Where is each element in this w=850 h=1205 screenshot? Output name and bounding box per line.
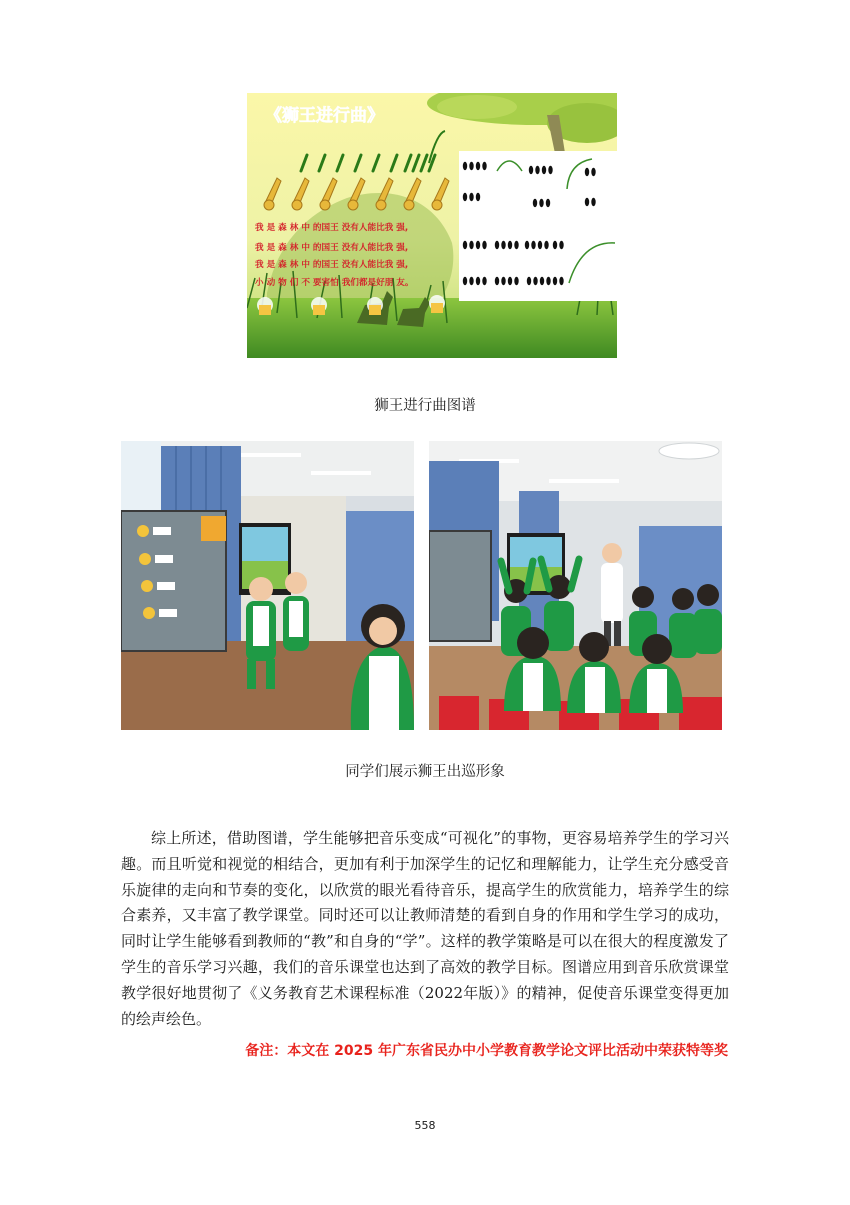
- figure-caption-score: 狮王进行曲图谱: [374, 398, 476, 414]
- page-number: 558: [414, 1119, 436, 1132]
- classroom-photo-right: [429, 441, 722, 730]
- classroom-photo-left: [121, 441, 414, 730]
- body-paragraph: 综上所述，借助图谱，学生能够把音乐变成“可视化”的事物，更容易培养学生的学习兴趣。而且听觉和视觉的相结合，更加有利于加深学生的记忆和理解能力，让学生充分感受音乐旋律的走向和节奏的变化，以欣赏的眼光看待音乐，提高学生的欣赏能力，培养学生的综合素养，又丰富了教学课堂。同时还可以让教师清楚的看到自身的作用和学生学习的成功，同时让学生能够看到教师的“教”和自身的“学”。这样的教学策略是可以在很大的程度激发了学生的音乐学习兴趣，我们的音乐课堂也达到了高效的教学目标。图谱应用到音乐欣赏课堂教学很好地贯彻了《义务教育艺术课程标准（2022年版）》的精神，促使音乐课堂变得更加的绘声绘色。: [121, 829, 729, 1028]
- lyrics-line: 我 是 森 林 中 的国王 没有人能比我 强,: [255, 223, 409, 233]
- lyrics-line: 我 是 森 林 中 的国王 没有人能比我 强,: [255, 243, 409, 253]
- lyrics-line: 我 是 森 林 中 的国王 没有人能比我 强,: [255, 260, 409, 270]
- award-note: 备注：本文在 2025 年广东省民办中小学教育教学论文评比活动中荣获特等奖: [245, 1043, 728, 1059]
- figure-caption-photos: 同学们展示狮王出巡形象: [345, 764, 505, 780]
- lyrics-line: 小 动 物 们 不 要害怕 我们都是好朋 友。: [255, 278, 414, 288]
- lion-march-score-image: [247, 93, 617, 358]
- score-image-title: 《狮王进行曲》: [265, 106, 384, 126]
